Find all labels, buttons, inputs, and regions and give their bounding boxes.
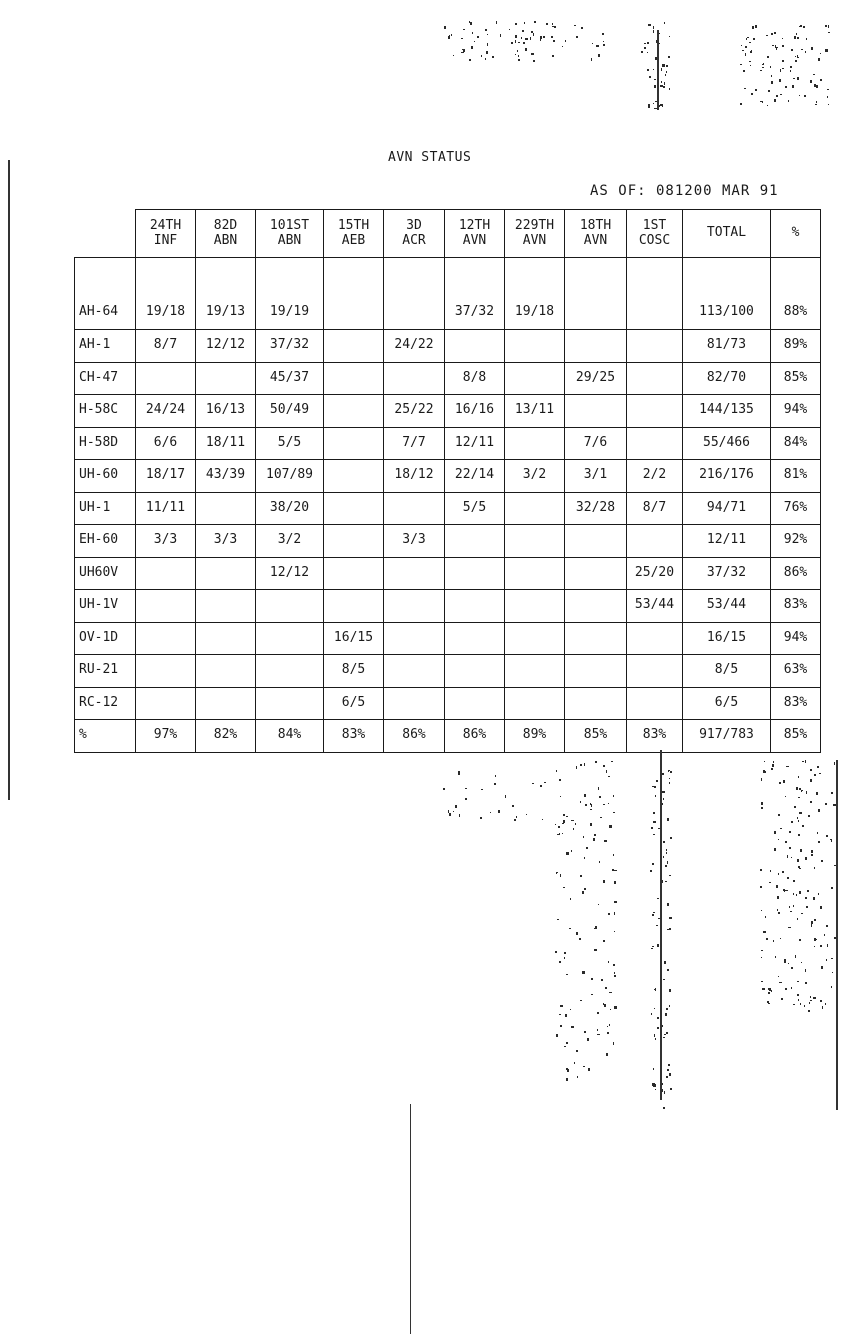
table-cell: [565, 525, 627, 558]
table-row: [75, 720, 821, 753]
column-header: [627, 210, 683, 258]
table-cell: 86%: [384, 720, 445, 753]
column-header-line2: INF: [153, 232, 178, 248]
table-cell: 18/12: [384, 460, 445, 493]
table-cell: [565, 258, 627, 330]
column-header-line1: 18TH: [579, 217, 612, 233]
table-cell: [445, 330, 505, 363]
table-row: [75, 362, 821, 395]
table-cell: 37/32: [683, 557, 771, 590]
table-cell: 63%: [771, 655, 821, 688]
table-cell: 92%: [771, 525, 821, 558]
table-cell: 85%: [771, 362, 821, 395]
table-cell: 83%: [771, 590, 821, 623]
table-cell: [384, 557, 445, 590]
table-cell: 3/3: [384, 525, 445, 558]
table-cell: [505, 622, 565, 655]
table-cell: [196, 655, 256, 688]
table-cell: 3/2: [256, 525, 324, 558]
table-cell: 19/18: [505, 258, 565, 330]
table-cell: 3/3: [196, 525, 256, 558]
table-cell: 144/135: [683, 395, 771, 428]
column-header: [565, 210, 627, 258]
table-cell: [384, 258, 445, 330]
header-row: [75, 210, 821, 258]
table-cell: 12/12: [256, 557, 324, 590]
table-row: [75, 395, 821, 428]
table-cell: [256, 687, 324, 720]
column-header-line1: 15TH: [337, 217, 370, 233]
row-label: RC-12: [75, 687, 136, 720]
table-cell: 917/783: [683, 720, 771, 753]
column-header: [136, 210, 196, 258]
table-cell: 86%: [445, 720, 505, 753]
table-row: [75, 492, 821, 525]
table-cell: 107/89: [256, 460, 324, 493]
table-cell: [196, 557, 256, 590]
row-label: CH-47: [75, 362, 136, 395]
table-cell: [505, 427, 565, 460]
table-cell: [627, 330, 683, 363]
table-cell: 85%: [771, 720, 821, 753]
column-header-line2: AVN: [462, 232, 487, 248]
table-row: [75, 258, 821, 330]
table-cell: [256, 655, 324, 688]
table-cell: [445, 590, 505, 623]
table-cell: [627, 687, 683, 720]
table-cell: 32/28: [565, 492, 627, 525]
row-label: RU-21: [75, 655, 136, 688]
table-cell: 22/14: [445, 460, 505, 493]
table-cell: [384, 492, 445, 525]
table-cell: 88%: [771, 258, 821, 330]
table-cell: [324, 525, 384, 558]
table-cell: [136, 622, 196, 655]
table-cell: [256, 590, 324, 623]
table-cell: 24/22: [384, 330, 445, 363]
table-cell: [196, 590, 256, 623]
table-cell: 3/3: [136, 525, 196, 558]
table-cell: 85%: [565, 720, 627, 753]
table-cell: 8/5: [683, 655, 771, 688]
table-cell: [505, 655, 565, 688]
column-header-line1: 101ST: [269, 217, 310, 233]
table-cell: 94/71: [683, 492, 771, 525]
table-cell: [627, 525, 683, 558]
table-cell: [565, 687, 627, 720]
table-cell: [324, 590, 384, 623]
table-cell: 216/176: [683, 460, 771, 493]
table-cell: 6/5: [683, 687, 771, 720]
column-header-line1: 12TH: [458, 217, 491, 233]
table-cell: [324, 362, 384, 395]
table-cell: [324, 258, 384, 330]
column-header-line2: AVN: [522, 232, 547, 248]
table-cell: [384, 622, 445, 655]
table-cell: 83%: [627, 720, 683, 753]
column-header: [505, 210, 565, 258]
column-header: [771, 210, 821, 258]
column-header-line2: COSC: [638, 232, 671, 248]
column-header: [384, 210, 445, 258]
table-cell: 43/39: [196, 460, 256, 493]
table-cell: [627, 427, 683, 460]
table-cell: [384, 362, 445, 395]
table-cell: [627, 362, 683, 395]
table-cell: [505, 362, 565, 395]
table-cell: 3/1: [565, 460, 627, 493]
table-cell: [324, 557, 384, 590]
table-cell: 5/5: [256, 427, 324, 460]
table-cell: 8/7: [136, 330, 196, 363]
table-cell: 19/19: [256, 258, 324, 330]
table-cell: 5/5: [445, 492, 505, 525]
table-cell: 86%: [771, 557, 821, 590]
table-cell: 84%: [256, 720, 324, 753]
column-header: [196, 210, 256, 258]
row-label: UH60V: [75, 557, 136, 590]
table-cell: [505, 687, 565, 720]
table-cell: [196, 492, 256, 525]
table-row: [75, 330, 821, 363]
column-header-line2: TOTAL: [706, 225, 747, 241]
table-cell: [324, 492, 384, 525]
row-label: UH-1: [75, 492, 136, 525]
table-row: [75, 590, 821, 623]
table-cell: 12/11: [683, 525, 771, 558]
table-cell: 53/44: [627, 590, 683, 623]
table-cell: 82%: [196, 720, 256, 753]
table-cell: [565, 395, 627, 428]
column-header-line2: ACR: [402, 232, 426, 248]
table-cell: 50/49: [256, 395, 324, 428]
column-header-line2: ABN: [213, 232, 238, 248]
table-cell: 12/12: [196, 330, 256, 363]
table-row: [75, 655, 821, 688]
table-cell: 2/2: [627, 460, 683, 493]
row-label: H-58D: [75, 427, 136, 460]
table-row: [75, 687, 821, 720]
table-cell: 18/17: [136, 460, 196, 493]
column-header-line2: ABN: [277, 232, 302, 248]
table-cell: 13/11: [505, 395, 565, 428]
table-cell: [505, 492, 565, 525]
column-header-line1: 229TH: [514, 217, 555, 233]
table-cell: 81/73: [683, 330, 771, 363]
table-cell: [505, 557, 565, 590]
table-row: [75, 622, 821, 655]
table-cell: [445, 557, 505, 590]
table-cell: 24/24: [136, 395, 196, 428]
table-cell: [136, 687, 196, 720]
table-cell: 16/15: [324, 622, 384, 655]
table-cell: [384, 655, 445, 688]
table-row: [75, 557, 821, 590]
table-cell: 94%: [771, 622, 821, 655]
table-cell: 89%: [771, 330, 821, 363]
table-cell: [565, 557, 627, 590]
table-cell: [445, 655, 505, 688]
table-cell: [324, 330, 384, 363]
column-header-line2: AVN: [583, 232, 608, 248]
table-cell: [196, 687, 256, 720]
table-cell: 25/22: [384, 395, 445, 428]
table-cell: [627, 395, 683, 428]
table-cell: 37/32: [256, 330, 324, 363]
table-cell: [136, 362, 196, 395]
column-header-line2: AEB: [341, 232, 366, 248]
table-cell: 25/20: [627, 557, 683, 590]
table-cell: [445, 525, 505, 558]
table-cell: 8/8: [445, 362, 505, 395]
table-cell: [565, 622, 627, 655]
table-cell: 19/13: [196, 258, 256, 330]
table-cell: [565, 655, 627, 688]
table-cell: [445, 687, 505, 720]
table-cell: [565, 330, 627, 363]
table-cell: [627, 258, 683, 330]
column-header: [445, 210, 505, 258]
table-cell: [627, 655, 683, 688]
table-cell: 8/5: [324, 655, 384, 688]
column-header-line1: 3D: [406, 217, 422, 233]
table-cell: [324, 395, 384, 428]
table-cell: 3/2: [505, 460, 565, 493]
column-header: [324, 210, 384, 258]
row-label: EH-60: [75, 525, 136, 558]
table-cell: [627, 622, 683, 655]
table-cell: [256, 622, 324, 655]
table-cell: 6/5: [324, 687, 384, 720]
row-label: AH-64: [75, 258, 136, 330]
column-header-line1: 24TH: [149, 217, 182, 233]
row-label: UH-1V: [75, 590, 136, 623]
table-cell: 83%: [771, 687, 821, 720]
table-cell: 6/6: [136, 427, 196, 460]
table-cell: 94%: [771, 395, 821, 428]
table-cell: 19/18: [136, 258, 196, 330]
table-cell: [505, 330, 565, 363]
row-label: %: [75, 720, 136, 753]
table-cell: 12/11: [445, 427, 505, 460]
table-cell: [196, 362, 256, 395]
table-row: [75, 525, 821, 558]
table-cell: 89%: [505, 720, 565, 753]
table-row: [75, 460, 821, 493]
table-cell: [505, 525, 565, 558]
table-cell: 53/44: [683, 590, 771, 623]
table-cell: [384, 687, 445, 720]
column-header: [683, 210, 771, 258]
column-header-line1: 82D: [213, 217, 238, 233]
table-cell: 7/7: [384, 427, 445, 460]
column-header-line2: %: [791, 225, 800, 241]
table-header: [75, 210, 821, 258]
table-cell: [324, 427, 384, 460]
table-cell: [445, 622, 505, 655]
table-cell: 113/100: [683, 258, 771, 330]
table-cell: [565, 590, 627, 623]
table-cell: [384, 590, 445, 623]
table-cell: 16/13: [196, 395, 256, 428]
aviation-status-table: [74, 209, 821, 753]
table-cell: [196, 622, 256, 655]
table-cell: 7/6: [565, 427, 627, 460]
table-row: [75, 427, 821, 460]
table-cell: [136, 590, 196, 623]
table-cell: [136, 655, 196, 688]
table-cell: 83%: [324, 720, 384, 753]
corner-cell: [75, 210, 136, 258]
table-cell: 8/7: [627, 492, 683, 525]
table-cell: 29/25: [565, 362, 627, 395]
row-label: H-58C: [75, 395, 136, 428]
row-label: AH-1: [75, 330, 136, 363]
table-cell: 16/16: [445, 395, 505, 428]
table-cell: 84%: [771, 427, 821, 460]
table-cell: 37/32: [445, 258, 505, 330]
row-label: OV-1D: [75, 622, 136, 655]
table-cell: 81%: [771, 460, 821, 493]
page-title: AVN STATUS: [388, 150, 472, 165]
table-cell: 97%: [136, 720, 196, 753]
table-cell: 18/11: [196, 427, 256, 460]
table-cell: 76%: [771, 492, 821, 525]
table-cell: 11/11: [136, 492, 196, 525]
table-body: [75, 258, 821, 753]
table-cell: [505, 590, 565, 623]
column-header: [256, 210, 324, 258]
table-cell: 82/70: [683, 362, 771, 395]
table-cell: [324, 460, 384, 493]
table-cell: 55/466: [683, 427, 771, 460]
table-cell: 45/37: [256, 362, 324, 395]
table-cell: [136, 557, 196, 590]
table-cell: 38/20: [256, 492, 324, 525]
row-label: UH-60: [75, 460, 136, 493]
table-cell: 16/15: [683, 622, 771, 655]
column-header-line1: 1ST: [642, 217, 667, 233]
as-of-date: AS OF: 081200 MAR 91: [590, 183, 779, 199]
